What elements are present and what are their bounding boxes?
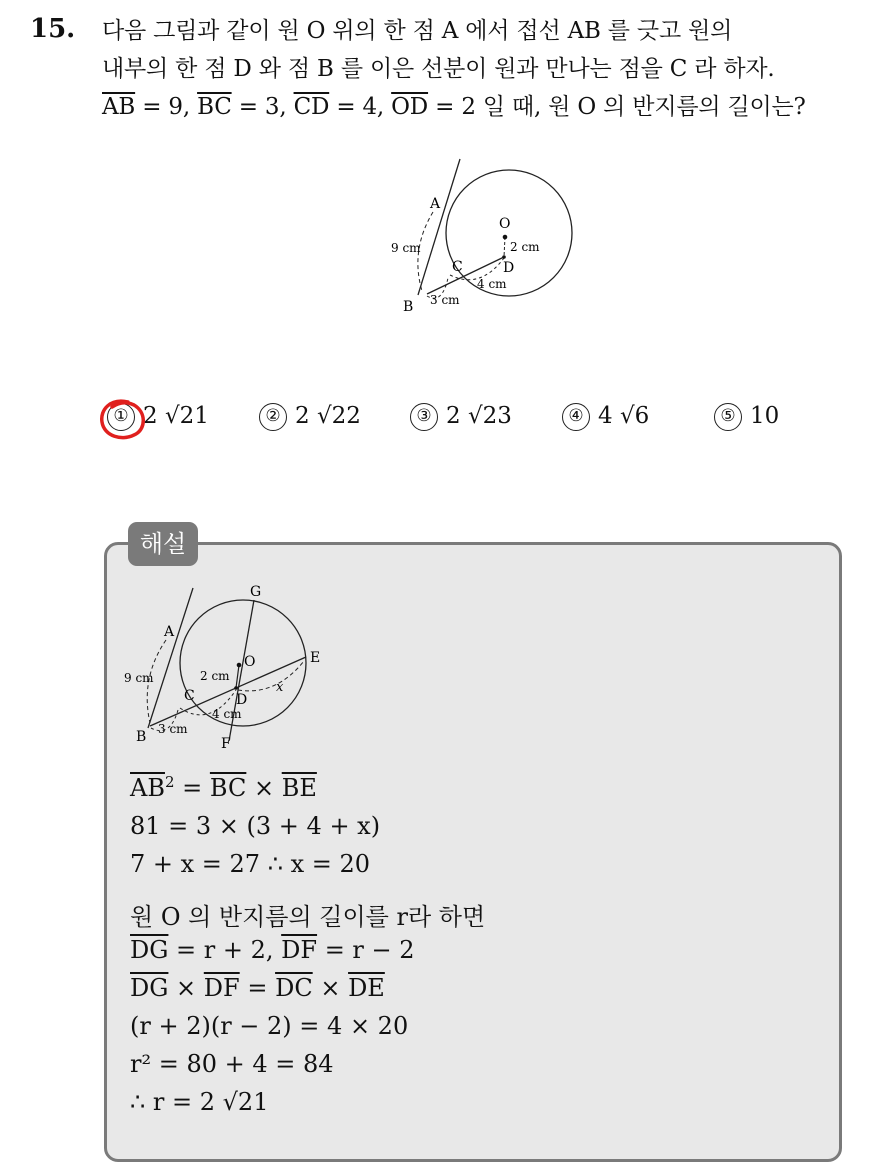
label-g: G (250, 584, 262, 600)
point-d (234, 686, 238, 690)
text-part: × (312, 974, 349, 1002)
solution-tag: 해설 (128, 522, 198, 566)
question-line-2: 내부의 한 점 D 와 점 B 를 이은 선분이 원과 만나는 점을 C 라 하자. (102, 56, 775, 82)
text-part: = r − 2 (317, 936, 415, 964)
solution-figure (118, 578, 348, 758)
label-f: F (221, 736, 231, 752)
label-o: O (499, 216, 511, 232)
text-part: × (246, 774, 282, 802)
label-3cm: 3 cm (158, 722, 188, 736)
choice-2[interactable] (259, 403, 361, 431)
choice-text: 2 √23 (446, 403, 512, 429)
segment-cd: $\overline{CD}$ (293, 94, 330, 120)
text-part: = (174, 774, 210, 802)
solution-line-5 (130, 936, 415, 964)
label-a: A (430, 196, 441, 212)
label-a: A (164, 624, 175, 640)
segment-df: $\overline{DF}$ (203, 974, 240, 1002)
tangent-line (148, 588, 193, 728)
segment-ab: $\overline{AB}$ (102, 94, 136, 120)
solution-line-9: ∴ r = 2 √21 (130, 1088, 269, 1116)
text-part: = r + 2, (168, 936, 282, 964)
question-number: 15. (30, 14, 76, 44)
label-4cm: 4 cm (212, 707, 242, 721)
label-b: B (136, 729, 147, 745)
choice-number: ④ (562, 403, 590, 431)
solution-line-7: (r + 2)(r − 2) = 4 × 20 (130, 1012, 409, 1040)
choice-number: ⑤ (714, 403, 742, 431)
question-line-1: 다음 그림과 같이 원 O 위의 한 점 A 에서 접선 AB 를 긋고 원의 (102, 18, 733, 44)
question-figure (380, 150, 580, 320)
choice-3[interactable] (410, 403, 512, 431)
text-part: = 3, (231, 94, 294, 120)
choice-text: 4 √6 (598, 403, 650, 429)
choice-number: ③ (410, 403, 438, 431)
question-line-3 (102, 88, 806, 121)
label-c: C (452, 259, 463, 275)
segment-df: $\overline{DF}$ (281, 936, 318, 964)
solution-line-8: r² = 80 + 4 = 84 (130, 1050, 334, 1078)
choice-text: 10 (750, 403, 780, 429)
circle-o (446, 170, 572, 296)
label-d: D (503, 260, 515, 276)
choice-number: ② (259, 403, 287, 431)
segment-od (504, 237, 505, 257)
point-o (503, 235, 508, 240)
solution-line-1 (130, 773, 317, 802)
choice-number: ① (107, 403, 135, 431)
label-3cm: 3 cm (430, 293, 460, 307)
choice-text: 2 √22 (295, 403, 361, 429)
label-2cm: 2 cm (200, 669, 230, 683)
segment-ab: $\overline{AB}$ (130, 774, 165, 802)
label-2cm: 2 cm (510, 240, 540, 254)
choice-4[interactable] (562, 403, 649, 431)
segment-od: $\overline{OD}$ (391, 94, 429, 120)
label-4cm: 4 cm (477, 277, 507, 291)
choice-5[interactable] (714, 403, 779, 431)
point-d (502, 255, 506, 259)
label-d: D (236, 692, 248, 708)
label-9cm: 9 cm (391, 241, 421, 255)
label-c: C (184, 688, 195, 704)
label-9cm: 9 cm (124, 671, 154, 685)
segment-dg: $\overline{DG}$ (130, 936, 169, 964)
solution-line-6 (130, 974, 385, 1002)
segment-be: $\overline{BE}$ (281, 774, 317, 802)
solution-line-4: 원 O 의 반지름의 길이를 r라 하면 (130, 903, 486, 931)
exponent: 2 (164, 773, 175, 791)
point-o (237, 663, 242, 668)
segment-dg: $\overline{DG}$ (130, 974, 169, 1002)
segment-bc: $\overline{BC}$ (197, 94, 232, 120)
solution-line-2: 81 = 3 × (3 + 4 + x) (130, 812, 381, 840)
text-part: = 2 일 때, 원 O 의 반지름의 길이는? (428, 94, 806, 120)
segment-bc: $\overline{BC}$ (209, 774, 247, 802)
segment-dc: $\overline{DC}$ (275, 974, 313, 1002)
text-part: = 9, (135, 94, 198, 120)
label-x: x (276, 680, 284, 695)
solution-line-3: 7 + x = 27 ∴ x = 20 (130, 850, 371, 878)
label-o: O (244, 654, 256, 670)
text-part: = 4, (329, 94, 392, 120)
text-part: = (239, 974, 276, 1002)
selected-answer-mark (98, 396, 154, 444)
text-part: × (168, 974, 204, 1002)
label-b: B (403, 299, 414, 315)
choice-text: 2 √21 (143, 403, 209, 429)
label-e: E (310, 650, 321, 666)
segment-de: $\overline{DE}$ (348, 974, 385, 1002)
